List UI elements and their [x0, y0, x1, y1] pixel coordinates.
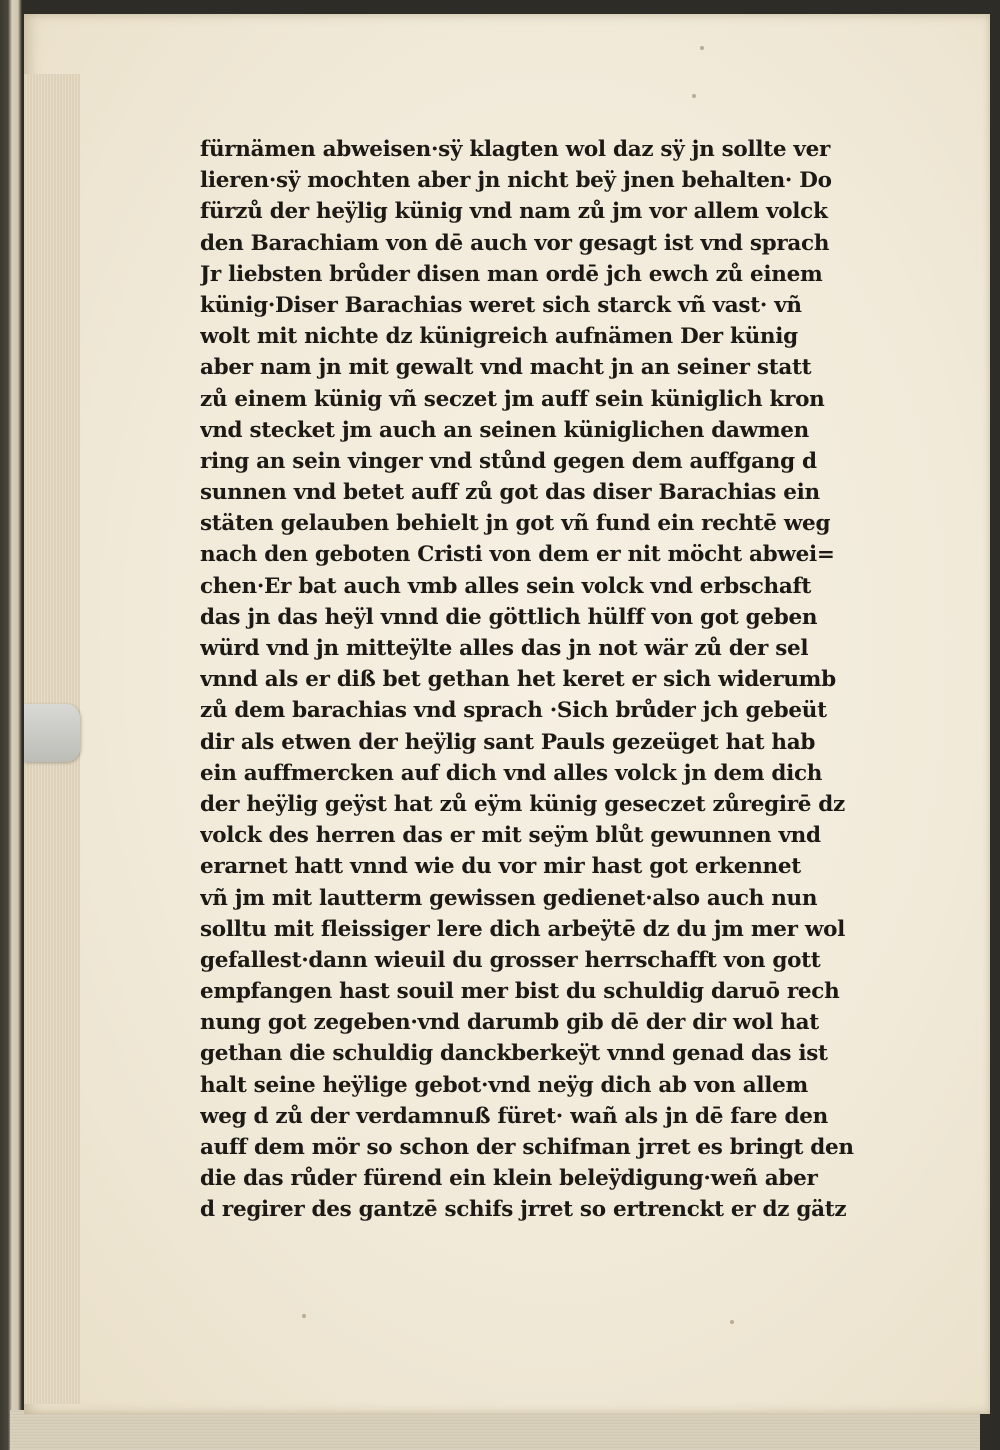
- text-line: fürzů der heÿlig künig vnd nam zů jm vor allem volck: [200, 199, 828, 225]
- text-line: gethan die schuldig danckberkeÿt vnnd genad das ist: [200, 1041, 828, 1067]
- text-line: lieren·sÿ mochten aber jn nicht beÿ jnen behalten· Do: [200, 168, 832, 194]
- book-page: [24, 14, 990, 1414]
- text-line: halt seine heÿlige gebot·vnd neÿg dich ab von allem: [200, 1072, 808, 1098]
- text-line: empfangen hast souil mer bist du schuldig daruō rech: [200, 979, 840, 1005]
- text-line: die das růder fürend ein klein beleÿdigung·weñ aber: [200, 1166, 818, 1192]
- text-line: zů einem künig vñ seczet jm auff sein küniglich kron: [200, 386, 825, 412]
- text-line: stäten gelauben behielt jn got vñ fund ein rechtē weg: [200, 511, 831, 537]
- text-line: dir als etwen der heÿlig sant Pauls gezeüget hat hab: [200, 729, 816, 755]
- text-line: wolt mit nichte dz künigreich aufnämen Der künig: [200, 324, 798, 350]
- text-line: vnnd als er diß bet gethan het keret er sich widerumb: [200, 667, 836, 693]
- text-line: künig·Diser Barachias weret sich starck vñ vast· vñ: [200, 292, 802, 318]
- text-line: volck des herren das er mit seÿm blůt gewunnen vnd: [200, 823, 821, 849]
- text-line: gefallest·dann wieuil du grosser herrschafft von gott: [200, 947, 821, 973]
- paper-speck: [302, 1314, 306, 1318]
- text-line: chen·Er bat auch vmb alles sein volck vnd erbschaft: [200, 573, 812, 599]
- text-line: ring an sein vinger vnd stůnd gegen dem auffgang d: [200, 448, 817, 474]
- text-line: den Barachiam von dē auch vor gesagt ist vnd sprach: [200, 230, 830, 256]
- paper-speck: [692, 94, 696, 98]
- text-line: zů dem barachias vnd sprach ·Sich brůder jch gebeüt: [200, 698, 827, 724]
- book-clip: [24, 704, 80, 762]
- text-line: der heÿlig geÿst hat zů eÿm künig geseczet zůregirē dz: [200, 791, 845, 817]
- page-stack-edge: [10, 1410, 980, 1450]
- paper-speck: [730, 1320, 734, 1324]
- text-line: ein auffmercken auf dich vnd alles volck jn dem dich: [200, 760, 823, 786]
- text-line: fürnämen abweisen·sÿ klagten wol daz sÿ jn sollte ver: [200, 137, 830, 162]
- text-line: das jn das heÿl vnnd die göttlich hülff von got geben: [200, 604, 818, 630]
- text-line: auff dem mör so schon der schifman jrret es bringt den: [200, 1135, 854, 1160]
- text-line: sunnen vnd betet auff zů got das diser Barachias ein: [200, 480, 820, 506]
- text-line: d regirer des gantzē schifs jrret so ertrenckt er dz gätz: [200, 1197, 847, 1223]
- text-line: Jr liebsten brůder disen man ordē jch ewch zů einem: [200, 261, 823, 287]
- text-line: nung got zegeben·vnd darumb gib dē der dir wol hat: [200, 1010, 819, 1036]
- body-text: [200, 134, 890, 1226]
- text-line: weg d zů der verdamnuß füret· wañ als jn dē fare den: [200, 1103, 828, 1129]
- text-line: aber nam jn mit gewalt vnd macht jn an seiner statt: [200, 355, 812, 381]
- text-line: erarnet hatt vnnd wie du vor mir hast got erkennet: [200, 854, 801, 880]
- text-line: solltu mit fleissiger lere dich arbeÿtē dz du jm mer wol: [200, 916, 845, 942]
- text-line: vñ jm mit lautterm gewissen gedienet·also auch nun: [200, 885, 818, 911]
- paper-speck: [700, 46, 704, 50]
- text-line: vnd stecket jm auch an seinen küniglichen dawmen: [200, 417, 809, 443]
- text-line: würd vnd jn mitteÿlte alles das jn not wär zů der sel: [200, 636, 809, 661]
- text-line: nach den geboten Cristi von dem er nit möcht abwei=: [200, 542, 835, 568]
